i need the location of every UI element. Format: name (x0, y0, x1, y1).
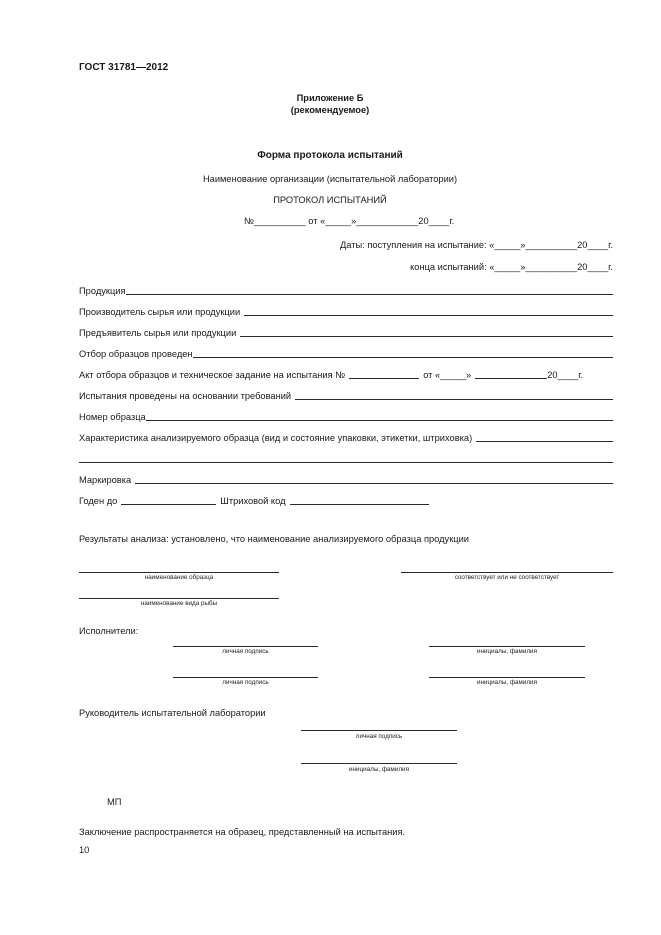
executor2-initials-caption: инициалы, фамилия (477, 679, 537, 686)
marking-label: Маркировка (79, 475, 132, 485)
act-year-label: 20____г. (547, 370, 584, 380)
appendix-title: Приложение Б (296, 93, 364, 103)
marking-field[interactable] (79, 474, 613, 486)
barcode-label: Штриховой код (220, 496, 286, 506)
characteristics-field[interactable] (79, 432, 613, 444)
characteristics-extra-line[interactable] (79, 462, 613, 463)
fish-type-line[interactable] (79, 598, 279, 599)
producer-label: Производитель сырья или продукции (79, 307, 241, 317)
executor2-signature-caption: личная подпись (222, 679, 269, 686)
sampling-label: Отбор образцов проведен (79, 349, 193, 359)
presenter-label: Предъявитель сырья или продукции (79, 328, 237, 338)
complies-line[interactable] (401, 572, 613, 573)
end-date-line: конца испытаний: «_____»__________20____г. (410, 262, 613, 272)
sample-number-label: Номер образца (79, 412, 146, 422)
requirements-field[interactable] (79, 390, 613, 402)
head-label: Руководитель испытательной лаборатории (79, 708, 266, 718)
protocol-heading: ПРОТОКОЛ ИСПЫТАНИЙ (273, 195, 387, 205)
executor1-signature-caption: личная подпись (222, 648, 269, 655)
executor1-initials-line[interactable] (429, 646, 585, 647)
sample-name-line[interactable] (79, 572, 279, 573)
head-initials-caption: инициалы, фамилия (349, 766, 409, 773)
executor1-initials-caption: инициалы, фамилия (477, 648, 537, 655)
sampling-field[interactable] (79, 348, 613, 360)
characteristics-label: Характеристика анализируемого образца (вид и состояние упаковки, этикетки, штриховка) (79, 433, 473, 443)
validity-barcode-field[interactable] (79, 495, 429, 507)
standard-code: ГОСТ 31781—2012 (79, 62, 169, 73)
page-number: 10 (79, 845, 90, 855)
sample-number-field[interactable] (79, 411, 613, 423)
executor2-initials-line[interactable] (429, 677, 585, 678)
protocol-number-line: №__________ от «_____»____________20____г. (244, 216, 455, 226)
stamp-place: МП (107, 797, 122, 807)
appendix-note: (рекомендуемое) (290, 105, 370, 115)
executor2-signature-line[interactable] (173, 677, 318, 678)
product-field[interactable] (79, 285, 613, 297)
sample-name-caption: наименование образца (144, 574, 214, 581)
complies-caption: соответствует или не соответствует (454, 574, 560, 581)
organization-name: Наименование организации (испытательной лаборатории) (202, 174, 458, 184)
presenter-field[interactable] (79, 327, 613, 339)
conclusion-text: Заключение распространяется на образец, представленный на испытания. (79, 827, 406, 837)
head-signature-line[interactable] (301, 730, 457, 731)
form-title: Форма протокола испытаний (257, 150, 403, 161)
producer-field[interactable] (79, 306, 613, 318)
received-date-line: Даты: поступления на испытание: «_____»__________20____г. (339, 240, 613, 250)
barcode-line[interactable] (290, 503, 430, 505)
product-label: Продукция (79, 286, 126, 296)
requirements-label: Испытания проведены на основании требований (79, 391, 292, 401)
executor1-signature-line[interactable] (173, 646, 318, 647)
results-text: Результаты анализа: установлено, что наименование анализируемого образца продукции (79, 534, 469, 544)
fish-type-caption: наименование вида рыбы (140, 600, 218, 607)
act-label: Акт отбора образцов и техническое задание на испытания № (79, 370, 346, 380)
valid-until-label: Годен до (79, 496, 118, 506)
executors-label: Исполнители: (79, 626, 139, 636)
head-initials-line[interactable] (301, 763, 457, 764)
act-field[interactable] (79, 369, 613, 381)
act-from-label: от «_____» (423, 370, 472, 380)
head-signature-caption: личная подпись (355, 733, 403, 740)
